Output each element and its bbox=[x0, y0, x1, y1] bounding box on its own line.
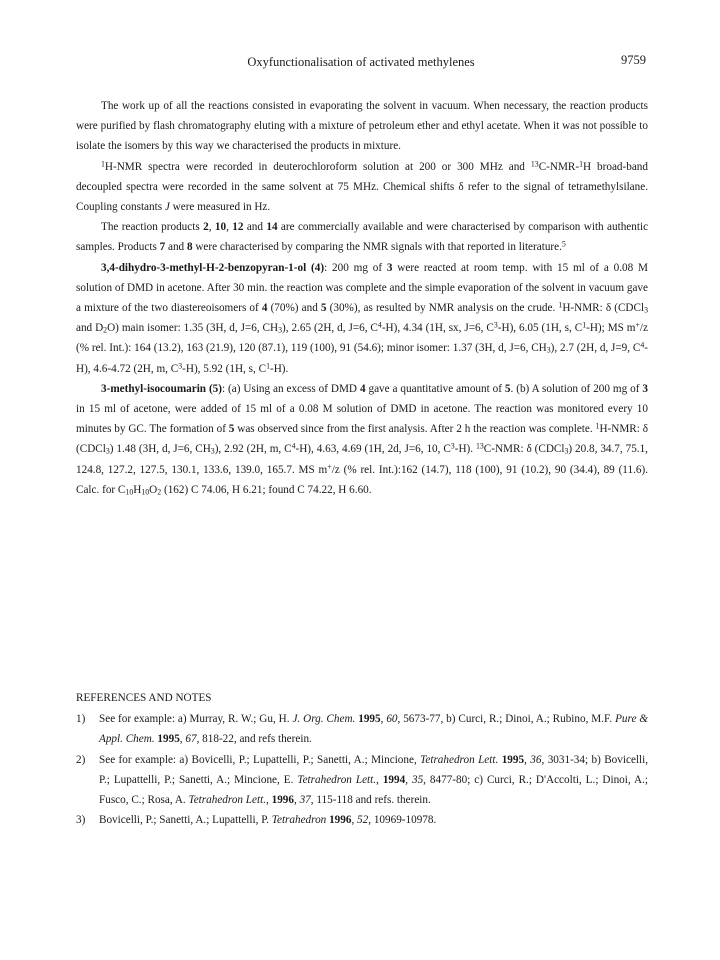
paragraph-compound-5: 3-methyl-isocoumarin (5): (a) Using an excess of DMD 4 gave a quantitative amount of 5. (b) A solution of 200 mg of 3 in 15 ml of acetone, were added of 15 ml of a 0.08 M solution of DMD in acetone. The reaction was monitored every 10 minutes by GC. The formation of 5 was observed since from the first analysis. After 2 h the reaction was complete. $^1$H-NMR: δ (CDCl$_3$) 1.48 (3H, d, J=6, $CH_3$), 2.92 (2H, m, $C^4-H$), 4.63, 4.69 (1H, 2d, J=6, 10, $C^3-H$). $^{13}$C-NMR: δ (CDCl$_3$) 20.8, 34.7, 75.1, 124.8, 127.2, 127.5, 130.1, 133.6, 139.0, 165.7. MS m+/z (% rel. Int.):162 (14.7), 118 (100), 91 (10.2), 90 (34.4), 89 (11.6). Calc. for $C_{10}H_{10}O_2$ (162) C 74.06, H 6.21; found C 74.22, H 6.60. bbox=[76, 382, 648, 497]
reference-item bbox=[76, 750, 648, 811]
running-title: Oxyfunctionalisation of activated methylenes bbox=[247, 55, 475, 69]
reference-text: See for example: a) Bovicelli, P.; Lupattelli, P.; Sanetti, A.; Mincione, Tetrahedron Lett. 1995, 36, 3031-34; b) Bovicelli, P.; Lupattelli, P.; Sanetti, A.; Mincione, E. Tetrahedron Lett., 1994, 35, 8477-80; c) Curci, R.; D'Accolti, L.; Dinoi, A.; Fusco, C.; Rosa, A. Tetrahedron Lett., 1996, 37, 115-118 and refs. therein. bbox=[99, 753, 649, 807]
paragraph-commercial-products: The reaction products 2, 10, 12 and 14 are commercially available and were characterised by comparison with authentic samples. Products 7 and 8 were characterised by comparing the NMR signals with that reported in literature.$^5$ bbox=[76, 221, 649, 254]
experimental-section bbox=[76, 96, 648, 500]
compound-4-title: 3,4-dihydro-3-methyl-H-2-benzopyran-1-ol (4) bbox=[101, 261, 325, 274]
paragraph-workup: The work up of all the reactions consisted in evaporating the solvent in vacuum. When necessary, the reaction products were purified by flash chromatography eluting with a mixture of petroleum ether and ethyl acetate. When it was not possible to isolate the isomers by this way we characterised the products in mixture. bbox=[76, 100, 648, 153]
page-header bbox=[76, 55, 646, 73]
references-section bbox=[76, 688, 648, 830]
reference-item bbox=[76, 810, 648, 830]
paragraph-compound-4: 3,4-dihydro-3-methyl-H-2-benzopyran-1-ol (4): 200 mg of 3 were reacted at room temp. with 15 ml of a 0.08 M solution of DMD in acetone. After 30 min. the reaction was complete and the simple evaporation of the solvent in vacuum gave a mixture of the two diastereoisomers of 4 (70%) and 5 (30%), as resulted by NMR analysis on the crude. $^1$H-NMR: δ (CDCl$_3$ and $D_2O$) main isomer: 1.35 (3H, d, J=6, $CH_3$), 2.65 (2H, d, J=6, $C^4-H$), 4.34 (1H, sx, J=6, $C^3-H$), 6.05 (1H, s, $C^1-H$); MS m+/z (% rel. Int.): 164 (13.2), 163 (21.9), 120 (87.1), 119 (100), 91 (54.6); minor isomer: 1.37 (3H, d, J=6, $CH_3$), 2.7 (2H, d, J=9, $C^4-H$), 4.6-4.72 (2H, m, $C^3-H$), 5.92 (1H, s, $C^1-H$). bbox=[76, 261, 649, 375]
reference-text: Bovicelli, P.; Sanetti, A.; Lupattelli, P. Tetrahedron 1996, 52, 10969-10978. bbox=[99, 814, 437, 827]
reference-number: 2) bbox=[76, 753, 86, 766]
reference-item bbox=[76, 709, 648, 749]
references-heading: REFERENCES AND NOTES bbox=[76, 692, 212, 704]
reference-number: 1) bbox=[76, 713, 86, 726]
page-number: 9759 bbox=[621, 53, 646, 67]
reference-text: See for example: a) Murray, R. W.; Gu, H. J. Org. Chem. 1995, 60, 5673-77, b) Curci, R.; Dinoi, A.; Rubino, M.F. Pure & Appl. Chem. 1995, 67, 818-22, and refs therein. bbox=[99, 713, 649, 746]
compound-5-title: 3-methyl-isocoumarin (5) bbox=[101, 382, 222, 395]
reference-number: 3) bbox=[76, 814, 86, 827]
paragraph-nmr-conditions: $^1$H-NMR spectra were recorded in deuterochloroform solution at 200 or 300 MHz and $^{13}$C-NMR-$^1$H broad-band decoupled spectra were recorded in the same solvent at 75 MHz. Chemical shifts δ refer to the signal of tetramethylsilane. Coupling constants J were measured in Hz. bbox=[76, 159, 648, 214]
